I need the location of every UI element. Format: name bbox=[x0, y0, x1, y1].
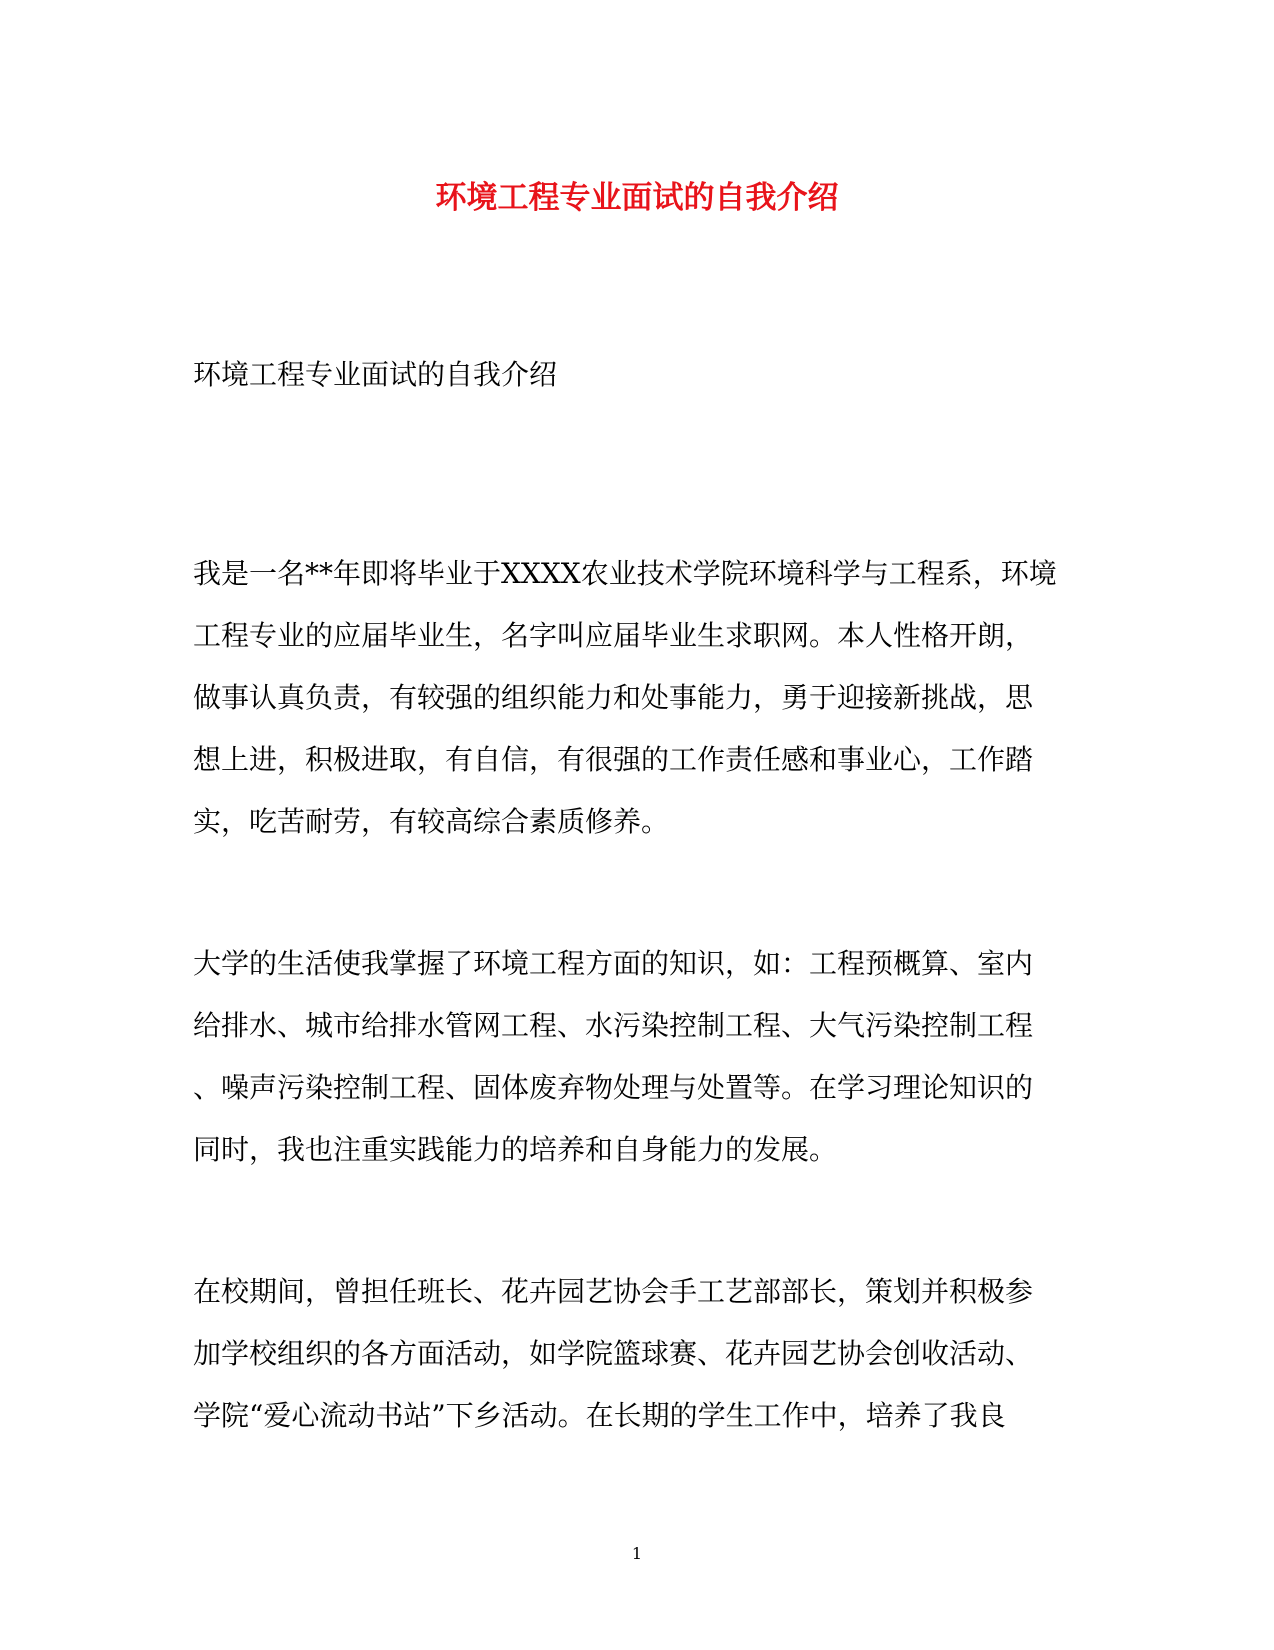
paragraph-line: 工程专业的应届毕业生，名字叫应届毕业生求职网。本人性格开朗， bbox=[193, 619, 1034, 652]
paragraph-intro bbox=[193, 543, 1057, 853]
paragraph-activities bbox=[193, 1261, 1033, 1447]
paragraph-line: 加学校组织的各方面活动，如学院篮球赛、花卉园艺协会创收活动、 bbox=[193, 1337, 1034, 1370]
paragraph-line: 我是一名**年即将毕业于XXXX农业技术学院环境科学与工程系，环境 bbox=[193, 557, 1057, 590]
paragraph-line: 同时，我也注重实践能力的培养和自身能力的发展。 bbox=[193, 1133, 838, 1166]
paragraph-knowledge bbox=[193, 933, 1033, 1181]
page-number: 1 bbox=[631, 1544, 643, 1563]
document-subtitle: 环境工程专业面试的自我介绍 bbox=[193, 358, 558, 391]
paragraph-line: 实，吃苦耐劳，有较高综合素质修养。 bbox=[193, 805, 670, 838]
paragraph-line: 想上进，积极进取，有自信，有很强的工作责任感和事业心，工作踏 bbox=[193, 743, 1034, 776]
paragraph-line: 大学的生活使我掌握了环境工程方面的知识，如：工程预概算、室内 bbox=[193, 947, 1034, 980]
paragraph-line: 给排水、城市给排水管网工程、水污染控制工程、大气污染控制工程 bbox=[193, 1009, 1034, 1042]
paragraph-line: 做事认真负责，有较强的组织能力和处事能力，勇于迎接新挑战，思 bbox=[193, 681, 1034, 714]
document-title: 环境工程专业面试的自我介绍 bbox=[435, 180, 839, 216]
paragraph-line: 、噪声污染控制工程、固体废弃物处理与处置等。在学习理论知识的 bbox=[193, 1071, 1034, 1104]
paragraph-line: 在校期间，曾担任班长、花卉园艺协会手工艺部部长，策划并积极参 bbox=[193, 1275, 1034, 1308]
paragraph-line: 学院“爱心流动书站”下乡活动。在长期的学生工作中，培养了我良 bbox=[193, 1399, 1006, 1432]
